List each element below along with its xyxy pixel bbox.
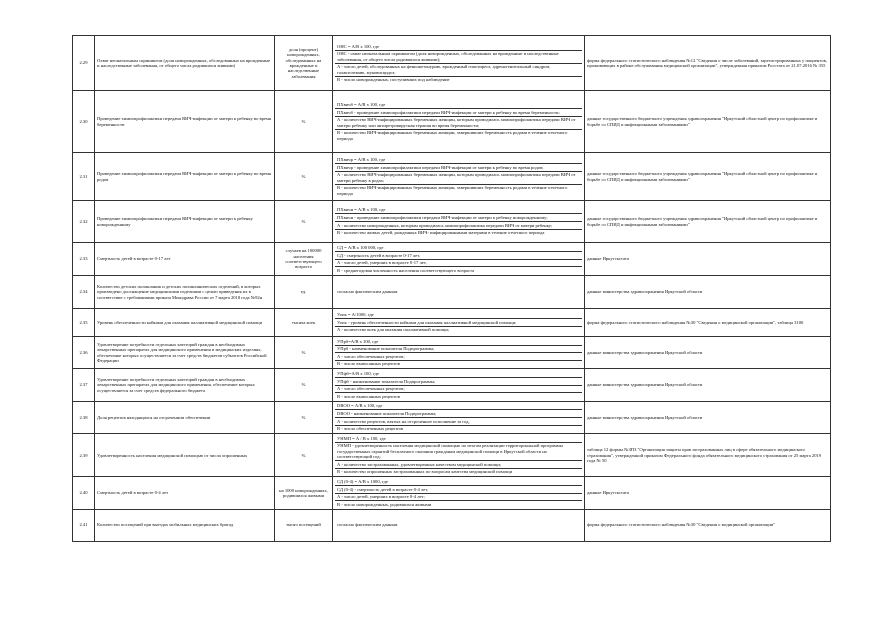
indicator-name: Проведение химиопрофилактики передачи ВИЧ-инфекции от матери к ребенку новорожденному bbox=[95, 201, 275, 243]
formula-line: В - число выписанных рецептов bbox=[337, 393, 400, 399]
indicator-name: Удовлетворенность населения медицинской помощью от числа опрошенных bbox=[95, 434, 275, 477]
formula-line: УНМП = А / В х 100, где bbox=[335, 435, 582, 443]
formula-line: DROO - наименование показателя Подпрограммы; bbox=[335, 410, 582, 418]
indicator-unit: на 1000 новорожденных, родившихся живыми bbox=[275, 477, 333, 509]
table-row bbox=[73, 434, 831, 477]
indicator-source: данные Иркутскстата bbox=[585, 477, 831, 509]
indicator-formula bbox=[333, 91, 585, 153]
indicator-name: Удовлетворение потребности отдельных категорий граждан в необходимых лекарственных препаратах для медицинского применения, обеспечение которых осуществляется за счет средств федерального бюджета bbox=[95, 369, 275, 401]
indicator-source: данные государственного бюджетного учреждения здравоохранения "Иркутский областной центр по профилактике и борьбе со СПИД и инфекционными заболеваниями" bbox=[585, 201, 831, 243]
formula-line: А - число детей, умерших в возрасте 0-17 лет, bbox=[335, 260, 582, 268]
indicator-unit: тысяча коек bbox=[275, 309, 333, 337]
document-page bbox=[72, 35, 830, 542]
indicator-formula bbox=[333, 369, 585, 401]
indicator-formula bbox=[333, 509, 585, 541]
formula-line: А - количество новорожденных, которым проводилась химиопрофилактика передачи ВИЧ от матери ребенку; bbox=[335, 222, 582, 230]
indicator-number: 2.36 bbox=[73, 337, 95, 369]
formula-line: А - количество рецептов, взятых на отсроченное исполнение за год, bbox=[335, 418, 582, 426]
indicator-number: 2.31 bbox=[73, 153, 95, 201]
indicators-table bbox=[72, 35, 831, 542]
formula-line: ПХвичн - проведение химиопрофилактики передачи ВИЧ-инфекции от матери к ребенку новорожденному; bbox=[335, 214, 582, 222]
formula-line: А - количество ВИЧ-инфицированных беременных женщин, которым проводилась химиопрофилактика передачи ВИЧ от матери ребенку или антиретровирусная терапия во время беременности; bbox=[335, 117, 582, 130]
table-row bbox=[73, 477, 831, 509]
formula-line: А - число детей, умерших в возрасте 0-4 лет; bbox=[335, 494, 582, 502]
indicator-name: Доля рецептов находящихся на отсроченном обеспечении bbox=[95, 401, 275, 433]
formula-line: УПрб - наименование показателя Подпрограммы; bbox=[335, 346, 582, 354]
table-row bbox=[73, 153, 831, 201]
indicator-unit: ед. bbox=[275, 276, 333, 309]
indicator-formula bbox=[333, 36, 585, 91]
formula-line: DROO = А/В х 100, где bbox=[335, 403, 582, 411]
formula-line: СД (0-4) = А/В х 1000, где bbox=[335, 478, 582, 486]
indicator-source: данные Иркутскстата bbox=[585, 243, 831, 276]
indicator-formula bbox=[333, 309, 585, 337]
formula-line: УПрб=А/В х 100, где bbox=[335, 338, 582, 346]
indicator-formula bbox=[333, 276, 585, 309]
indicator-unit: % bbox=[275, 369, 333, 401]
formula-line: согласно фактическим данным bbox=[337, 522, 398, 528]
indicator-unit: % bbox=[275, 337, 333, 369]
formula-line: В - количество живых детей, рожденных ВИЧ- инфицированными матерями в течение отчетного периода bbox=[337, 230, 545, 236]
table-row bbox=[73, 36, 831, 91]
indicator-number: 2.33 bbox=[73, 243, 95, 276]
indicator-unit: доля (процент) новорожденных, обследованных на врожденные и наследственные заболевания bbox=[275, 36, 333, 91]
indicator-formula bbox=[333, 337, 585, 369]
formula-line: А - количество ВИЧ-инфицированных беременных женщин, которым проводилась химиопрофилактика передачи ВИЧ от матери ребенку в родах; bbox=[335, 172, 582, 185]
indicator-source: данные министерства здравоохранения Иркутской области bbox=[585, 337, 831, 369]
indicator-source: данные министерства здравоохранения Иркутской области bbox=[585, 369, 831, 401]
indicator-source: форма федерального статистического наблюдения №30 "Сведения о медицинской организации", таблица 3100 bbox=[585, 309, 831, 337]
indicator-source: данные государственного бюджетного учреждения здравоохранения "Иркутский областной центр по профилактике и борьбе со СПИД и инфекционными заболеваниями" bbox=[585, 153, 831, 201]
indicator-number: 2.30 bbox=[73, 91, 95, 153]
table-row bbox=[73, 369, 831, 401]
indicator-number: 2.29 bbox=[73, 36, 95, 91]
indicator-number: 2.35 bbox=[73, 309, 95, 337]
indicator-source: форма федерального статистического наблюдения №12 "Сведения о числе заболеваний, зарегистрированных у пациентов, проживающих в районе обслуживания медицинской организации", утвержденная приказом Росстата от 21.07.2016 № 355 bbox=[585, 36, 831, 91]
formula-line: ПХвичр - проведение химиопрофилактики передачи ВИЧ-инфекции от матери к ребенку во время родов; bbox=[335, 164, 582, 172]
indicator-formula bbox=[333, 401, 585, 433]
indicator-number: 2.38 bbox=[73, 401, 95, 433]
indicator-unit: % bbox=[275, 201, 333, 243]
formula-line: ПХвичб = А/В х 100, где bbox=[335, 101, 582, 109]
formula-line: А - число обеспеченных рецептов; bbox=[335, 353, 582, 361]
formula-line: В - число новорожденных, родившихся живыми bbox=[337, 501, 432, 507]
formula-line: В - количество опрошенных застрахованных по вопросам качества медицинской помощи bbox=[337, 469, 513, 475]
formula-line: В - число обеспеченных рецептов bbox=[337, 426, 404, 432]
table-row bbox=[73, 201, 831, 243]
indicator-name: Количество детских поликлиник и детских поликлинических отделений, в которых произведено дооснащение медицинскими изделиями с целью приведения их в соответствие с требованиями приказа Минздрава России от 7 марта 2018 года №92н bbox=[95, 276, 275, 309]
table-row bbox=[73, 276, 831, 309]
formula-line: В - среднегодовая численность населения соответствующего возраста bbox=[337, 267, 475, 273]
indicator-unit: % bbox=[275, 401, 333, 433]
indicator-name: Проведение химиопрофилактики передачи ВИЧ-инфекции от матери к ребенку во время родов bbox=[95, 153, 275, 201]
indicator-source: форма федерального статистического наблюдения №30 "Сведения о медицинской организации" bbox=[585, 509, 831, 541]
formula-line: СД = А/В х 100 000, где bbox=[335, 244, 582, 252]
indicator-number: 2.41 bbox=[73, 509, 95, 541]
formula-line: А - число обеспеченных рецептов; bbox=[335, 386, 582, 394]
formula-line: СД - смертность детей в возрасте 0-17 лет, bbox=[335, 252, 582, 260]
table-row bbox=[73, 401, 831, 433]
formula-line: В - число новорожденных, поступивших под наблюдение bbox=[337, 77, 450, 83]
indicator-unit: % bbox=[275, 153, 333, 201]
indicator-unit: % bbox=[275, 434, 333, 477]
formula-line: УПфб=А/В х 100, где bbox=[335, 370, 582, 378]
formula-line: СД (0-4) - смертность детей в возрасте 0-4 лет, bbox=[335, 486, 582, 494]
indicator-formula bbox=[333, 477, 585, 509]
indicator-unit: % bbox=[275, 91, 333, 153]
indicator-number: 2.39 bbox=[73, 434, 95, 477]
indicator-formula bbox=[333, 434, 585, 477]
formula-line: Уопк - уровень обеспеченности койками для оказания паллиативной медицинской помощи; bbox=[335, 319, 582, 327]
indicator-name: Смертность детей в возрасте 0-4 лет bbox=[95, 477, 275, 509]
indicator-formula bbox=[333, 243, 585, 276]
indicator-number: 2.32 bbox=[73, 201, 95, 243]
formula-line: А - количество коек для оказания паллиативной помощи; bbox=[337, 327, 450, 333]
formula-line: В - количество ВИЧ-инфицированных беременных женщин, завершивших беременность родами в течение отчетного периода bbox=[337, 130, 568, 141]
formula-line: В - число выписанных рецептов bbox=[337, 361, 400, 367]
table-row bbox=[73, 337, 831, 369]
indicator-formula bbox=[333, 201, 585, 243]
indicator-name: Уровень обеспеченности койками для оказания паллиативной медицинской помощи bbox=[95, 309, 275, 337]
table-row bbox=[73, 91, 831, 153]
indicator-name: Проведение химиопрофилактики передачи ВИЧ-инфекции от матери к ребенку во время беременности bbox=[95, 91, 275, 153]
table-row bbox=[73, 243, 831, 276]
indicator-name: Количество посещений при выездах мобильных медицинских бригад bbox=[95, 509, 275, 541]
indicator-source: таблица 12 формы №ЗПЗ "Организация защиты прав застрахованных лиц в сфере обязательного медицинского страхования", утвержденной приказом Федерального фонда обязательного медицинского страхования от 25 марта 2019 года № 50 bbox=[585, 434, 831, 477]
indicator-number: 2.34 bbox=[73, 276, 95, 309]
indicator-name: Удовлетворение потребности отдельных категорий граждан в необходимых лекарственных препаратах для медицинского применения и медицинских изделиях, обеспечение которых осуществляется за счет средств бюджетов субъектов Российской Федерации bbox=[95, 337, 275, 369]
formula-line: согласно фактическим данным bbox=[337, 289, 398, 295]
indicator-unit: случаев на 100000 населения соответствующего возраста bbox=[275, 243, 333, 276]
indicator-number: 2.37 bbox=[73, 369, 95, 401]
formula-line: В - количество ВИЧ-инфицированных беременных женщин, завершивших беременность родами в течение отчетного периода bbox=[337, 185, 568, 196]
indicator-name: Охват неонатальным скринингом (доля новорожденных, обследованных на врожденные и наследственные заболевания, от общего числа родившихся живыми) bbox=[95, 36, 275, 91]
indicator-formula bbox=[333, 153, 585, 201]
indicator-unit: тысяч посещений bbox=[275, 509, 333, 541]
formula-line: УПфб - наименование показателя Подпрограммы; bbox=[335, 378, 582, 386]
formula-line: А - число детей, обследованных на фенилкетонурию, врожденный гипотиреоз, адреногенитальный синдром, галактоземию, муковисцидоз; bbox=[335, 64, 582, 77]
table-row bbox=[73, 509, 831, 541]
indicator-number: 2.40 bbox=[73, 477, 95, 509]
formula-line: ПХвичн = А/В х 100, где bbox=[335, 207, 582, 215]
indicators-table-body bbox=[73, 36, 831, 542]
indicator-source: данные министерства здравоохранения Иркутской области bbox=[585, 276, 831, 309]
formula-line: ПХвичр = А/В х 100, где bbox=[335, 156, 582, 164]
table-row bbox=[73, 309, 831, 337]
formula-line: ОНС = А/В х 100, где bbox=[335, 43, 582, 51]
formula-line: Уопк = А/1000, где bbox=[335, 312, 582, 320]
indicator-name: Смертность детей в возрасте 0-17 лет bbox=[95, 243, 275, 276]
formula-line: А - количество застрахованных, удовлетворенных качеством медицинской помощи; bbox=[335, 461, 582, 469]
formula-line: ПХвичб - проведение химиопрофилактики передачи ВИЧ-инфекции от матери к ребенку во время беременности; bbox=[335, 109, 582, 117]
indicator-source: данные министерства здравоохранения Иркутской области bbox=[585, 401, 831, 433]
formula-line: УНМП - удовлетворенность населения медицинской помощью по итогам реализации территориальной программы государственных гарантий бесплатного оказания гражданам медицинской помощи в Иркутской области на соответствующий год; bbox=[335, 443, 582, 461]
indicator-source: данные государственного бюджетного учреждения здравоохранения "Иркутский областной центр по профилактике и борьбе со СПИД и инфекционными заболеваниями" bbox=[585, 91, 831, 153]
formula-line: ОНС - охват неонатальным скринингом (доля новорожденных, обследованных на врожденные и наследственные заболевания, от общего числа родившихся живыми); bbox=[335, 51, 582, 64]
